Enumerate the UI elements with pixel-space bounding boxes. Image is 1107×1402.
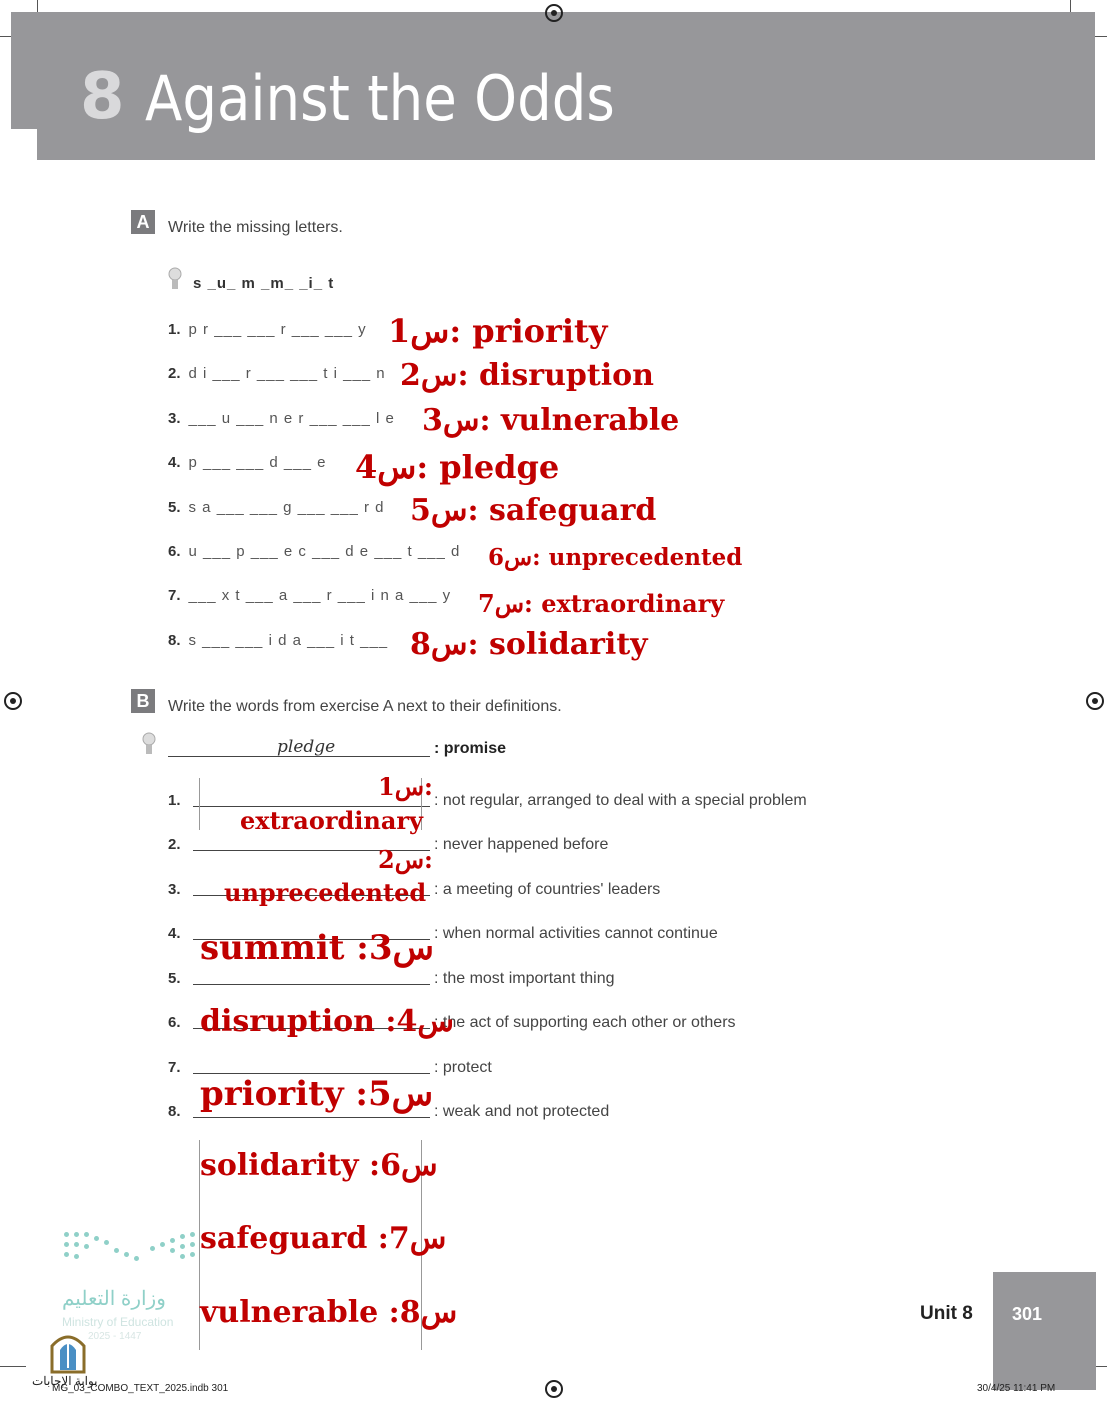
section-a-item: 3. ___ u ___ n e r ___ ___ l e (168, 410, 395, 427)
definition-number: 5. (168, 970, 181, 987)
example-word: pledge (277, 737, 336, 757)
ministry-name-ar: وزارة التعليم (62, 1288, 166, 1310)
section-a-item: 1. p r ___ ___ r ___ ___ y (168, 321, 367, 338)
handwritten-answer: unprecedented (224, 878, 427, 907)
header-tab (11, 12, 37, 129)
handwritten-answer: disruption :4س (200, 1004, 454, 1039)
section-a-example: s _u_ m _m_ _i_ t (193, 275, 335, 292)
unit-label: Unit 8 (920, 1303, 973, 1324)
section-b-instruction: Write the words from exercise A next to their definitions. (168, 698, 562, 715)
definition-text: : protect (434, 1059, 492, 1076)
definition-text: : the most important thing (434, 970, 615, 987)
handwritten-answer: س7: extraordinary (478, 589, 725, 618)
definition-number: 7. (168, 1059, 181, 1076)
site-name-ar: بوابة الإجابات (32, 1374, 98, 1388)
page-number: 301 (1012, 1304, 1043, 1324)
unit-number: 8 (80, 60, 125, 134)
handwritten-answer: س6: unprecedented (488, 544, 743, 571)
section-a-instruction: Write the missing letters. (168, 219, 343, 236)
handwritten-answer: س3: vulnerable (422, 403, 680, 438)
section-a-item: 2. d i ___ r ___ ___ t i ___ n (168, 365, 386, 382)
section-a-item: 4. p ___ ___ d ___ e (168, 454, 327, 471)
registration-mark-icon (1086, 692, 1104, 710)
handwritten-answer: safeguard :7س (200, 1221, 447, 1256)
handwritten-answer: extraordinary (240, 806, 423, 835)
section-b-badge: B (131, 689, 155, 713)
answer-line (193, 984, 430, 985)
example-definition: : promise (434, 740, 507, 757)
handwritten-answer: س8: solidarity (410, 627, 648, 662)
definition-number: 6. (168, 1014, 181, 1031)
print-timestamp: 30/4/25 11:41 PM (977, 1383, 1056, 1394)
definition-text: : not regular, arranged to deal with a special problem (434, 792, 807, 809)
registration-mark-icon (4, 692, 22, 710)
crop-mark (0, 1366, 26, 1367)
handwritten-answer: س2: disruption (400, 358, 654, 393)
answer-line (193, 1117, 430, 1118)
definition-text: : weak and not protected (434, 1103, 610, 1120)
definition-text: : the act of supporting each other or others (434, 1014, 736, 1031)
lightbulb-icon (167, 266, 183, 300)
section-a-item: 8. s ___ ___ i d a ___ i t ___ (168, 632, 389, 649)
registration-mark-icon (545, 4, 563, 22)
file-info: MG_03_COMBO_TEXT_2025.indb 301 (52, 1383, 229, 1394)
site-logo-icon (48, 1326, 88, 1374)
handwritten-answer: س4: pledge (355, 448, 560, 486)
section-a-badge: A (131, 210, 155, 234)
handwritten-answer: vulnerable :8س (200, 1295, 458, 1330)
handwritten-answer: priority :5س (200, 1074, 434, 1114)
definition-number: 1. (168, 792, 181, 809)
unit-title: Against the Odds (145, 62, 615, 135)
ministry-logo-icon (62, 1228, 197, 1272)
section-a-item: 5. s a ___ ___ g ___ ___ r d (168, 499, 385, 516)
definition-text: : when normal activities cannot continue (434, 925, 718, 942)
page-badge (993, 1272, 1096, 1390)
definition-number: 8. (168, 1103, 181, 1120)
ministry-name-en: Ministry of Education (62, 1315, 174, 1329)
definition-text: : a meeting of countries' leaders (434, 881, 661, 898)
handwritten-answer: summit :3س (200, 928, 434, 968)
definition-text: : never happened before (434, 836, 609, 853)
ministry-year: 2025 - 1447 (88, 1331, 142, 1342)
definition-number: 3. (168, 881, 181, 898)
definition-number: 4. (168, 925, 181, 942)
registration-mark-icon (545, 1380, 563, 1398)
handwritten-answer: س5: safeguard (410, 493, 657, 528)
handwritten-answer: س2: (378, 845, 433, 874)
handwritten-answer: س1: priority (388, 312, 608, 350)
lightbulb-icon (141, 731, 157, 765)
handwritten-answer: س1: (378, 772, 433, 801)
answer-box-border (199, 778, 200, 830)
section-a-item: 6. u ___ p ___ e c ___ d e ___ t ___ d (168, 543, 461, 560)
handwritten-answer: solidarity :6س (200, 1148, 438, 1183)
definition-number: 2. (168, 836, 181, 853)
section-a-item: 7. ___ x t ___ a ___ r ___ i n a ___ y (168, 587, 452, 604)
